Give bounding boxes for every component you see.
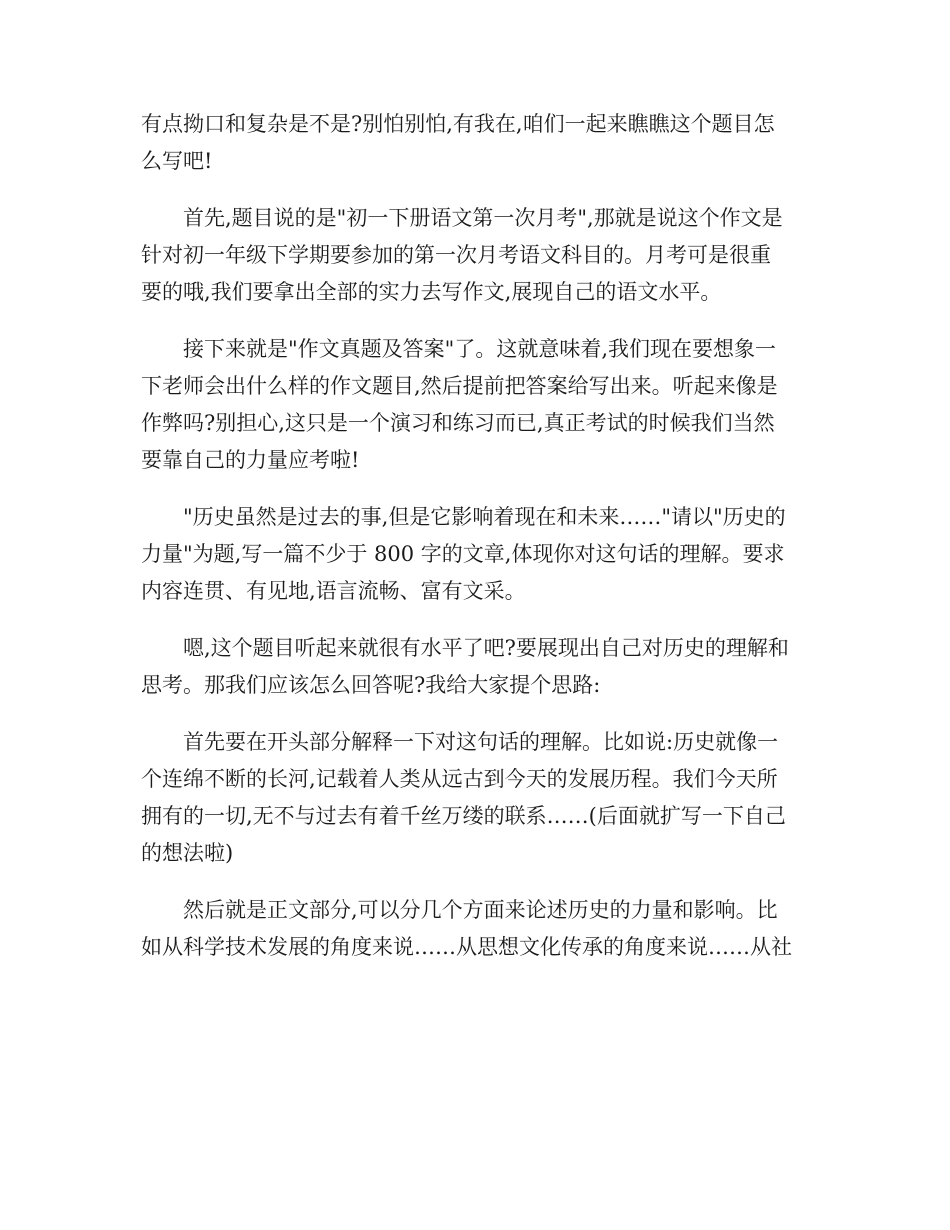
text-line: 如从科学技术发展的角度来说……从思想文化传承的角度来说……从社 [141, 935, 792, 959]
text-line: 首先,题目说的是"初一下册语文第一次月考",那就是说这个作文是 [183, 206, 783, 230]
text-line: 作弊吗?别担心,这只是一个演习和练习而已,真正考试的时候我们当然 [141, 411, 775, 435]
text-line: 然后就是正文部分,可以分几个方面来论述历史的力量和影响。比 [183, 898, 778, 922]
paragraph-2 [141, 200, 821, 311]
text-line: 思考。那我们应该怎么回答呢?我给大家提个思路: [141, 673, 601, 697]
text-line: 么写吧! [141, 149, 213, 173]
text-line: 拥有的一切,无不与过去有着千丝万缕的联系……(后面就扩写一下自己 [141, 804, 786, 828]
text-line: 力量"为题,写一篇不少于 800 字的文章,体现你对这句话的理解。要求 [141, 542, 785, 566]
paragraph-7 [141, 892, 821, 966]
text-line: "历史虽然是过去的事,但是它影响着现在和未来……"请以"历史的 [183, 505, 786, 529]
text-line: 首先要在开头部分解释一下对这句话的理解。比如说:历史就像一 [183, 730, 779, 754]
document-body [141, 106, 821, 986]
text-line: 个连绵不断的长河,记载着人类从远古到今天的发展历程。我们今天所 [141, 767, 778, 791]
paragraph-1 [141, 106, 821, 180]
text-line: 嗯,这个题目听起来就很有水平了吧?要展现出自己对历史的理解和 [183, 636, 789, 660]
paragraph-6 [141, 724, 821, 872]
text-line: 要的哦,我们要拿出全部的实力去写作文,展现自己的语文水平。 [141, 280, 722, 304]
paragraph-5 [141, 630, 821, 704]
text-line: 接下来就是"作文真题及答案"了。这就意味着,我们现在要想象一 [183, 337, 776, 361]
text-line: 有点拗口和复杂是不是?别怕别怕,有我在,咱们一起来瞧瞧这个题目怎 [141, 112, 775, 136]
paragraph-3 [141, 331, 821, 479]
text-line: 的想法啦) [141, 841, 234, 865]
text-line: 下老师会出什么样的作文题目,然后提前把答案给写出来。听起来像是 [141, 374, 778, 398]
text-line: 针对初一年级下学期要参加的第一次月考语文科目的。月考可是很重 [141, 243, 771, 267]
paragraph-4 [141, 499, 821, 610]
text-line: 内容连贯、有见地,语言流畅、富有文采。 [141, 579, 526, 603]
text-line: 要靠自己的力量应考啦! [141, 448, 360, 472]
